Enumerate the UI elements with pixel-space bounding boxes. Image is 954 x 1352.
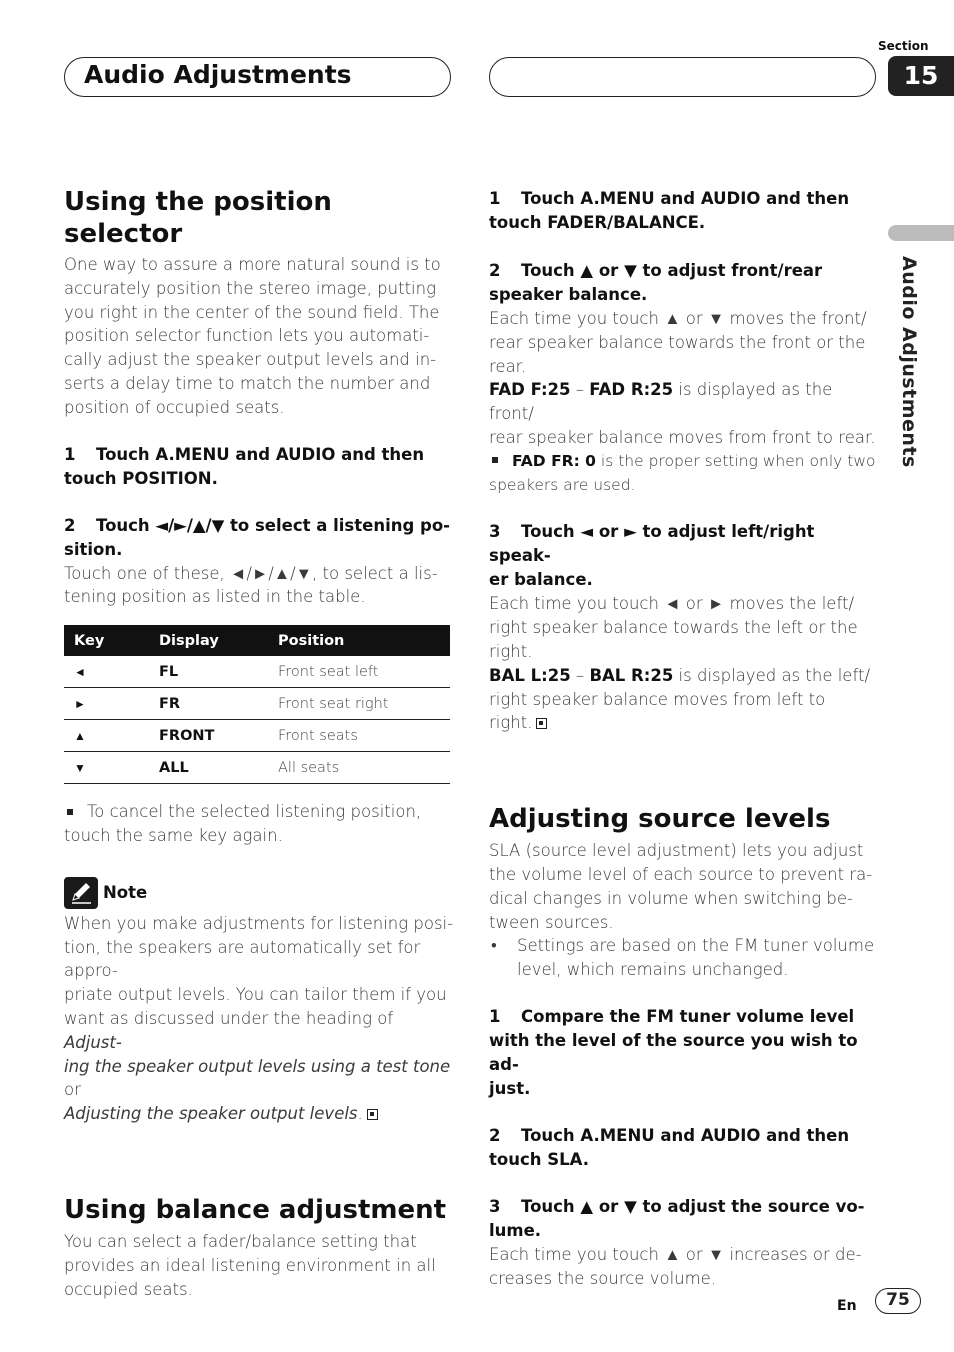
step-number: 2	[489, 261, 501, 280]
step-text: sition.	[64, 539, 123, 559]
step-text: speaker balance.	[489, 285, 648, 304]
step-front-rear	[489, 259, 881, 307]
body-line: tening position as listed in the table.	[64, 587, 366, 607]
step2-description	[64, 562, 454, 610]
position-selector-heading: Using the position selector	[64, 187, 332, 249]
body-text: is displayed as the front/	[489, 380, 833, 424]
right-column	[489, 187, 881, 1291]
body-line: tween sources.	[489, 912, 614, 932]
step-touch-position	[64, 443, 454, 491]
step-text: Touch ▲ or ▼ to adjust the source vo-	[521, 1196, 865, 1216]
intro-line: cally adjust the speaker output levels and in-	[64, 350, 437, 370]
pencil-note-icon	[64, 877, 98, 909]
body-text: –	[570, 380, 590, 400]
left-right-description	[489, 592, 881, 735]
step-text: Touch ◄/►/▲/▼ to select a listening po-	[96, 515, 451, 535]
display-cell: ALL	[159, 752, 278, 784]
bullet-dot: •	[491, 936, 497, 956]
table-row	[64, 656, 450, 688]
body-line: occupied seats.	[64, 1279, 193, 1299]
list-item	[489, 934, 881, 982]
source-levels-heading: Adjusting source levels	[489, 804, 831, 835]
step-text: touch SLA.	[489, 1149, 589, 1169]
note-reference: ing the speaker output levels using a test tone	[64, 1056, 451, 1076]
step-compare-volume	[489, 1005, 881, 1101]
note-line: When you make adjustments for listening posi-	[64, 913, 454, 933]
position-cell: All seats	[278, 752, 450, 784]
step-number: 1	[489, 1006, 501, 1026]
body-line: Each time you touch ◄ or ► moves the left/	[489, 594, 854, 614]
note-line: priate output levels. You can tailor them if you	[64, 985, 447, 1005]
step-text: Touch A.MENU and AUDIO and then	[96, 444, 425, 464]
step-number: 3	[489, 1196, 501, 1216]
step-number: 1	[64, 444, 76, 464]
step-left-right	[489, 520, 881, 592]
body-line: speakers are used.	[489, 475, 636, 494]
note-text: .	[357, 1104, 363, 1124]
header-title: Audio Adjustments	[84, 60, 352, 89]
display-cell: FR	[159, 688, 278, 720]
cancel-note	[64, 800, 454, 848]
col-header-key: Key	[64, 625, 159, 656]
note-reference: Adjust-	[64, 1032, 122, 1052]
table-row	[64, 752, 450, 784]
display-value: FAD F:25	[489, 380, 571, 400]
body-text: is displayed as the left/	[673, 665, 870, 685]
display-value: BAL R:25	[589, 665, 674, 685]
body-line: Each time you touch ▲ or ▼ moves the front/	[489, 309, 867, 328]
col-header-position: Position	[278, 625, 450, 656]
table-row	[64, 688, 450, 720]
display-cell: FRONT	[159, 720, 278, 752]
step-text: Touch A.MENU and AUDIO and then	[521, 189, 850, 208]
body-line: SLA (source level adjustment) lets you adjust	[489, 841, 864, 861]
step-touch-sla	[489, 1124, 881, 1172]
step-touch-fader-balance	[489, 187, 881, 235]
step-text: lume.	[489, 1220, 542, 1240]
step-text: Touch ▲ or ▼ to adjust front/rear	[521, 261, 823, 280]
intro-line: you right in the center of the sound field. The	[64, 302, 440, 322]
position-selector-intro	[64, 253, 454, 420]
key-left-arrow: ◄	[64, 656, 159, 688]
body-line: right speaker balance towards the left or the	[489, 618, 858, 638]
step-number: 3	[489, 522, 501, 542]
square-bullet-icon	[67, 809, 73, 815]
body-line: right speaker balance moves from left to	[489, 689, 826, 709]
body-line: rear.	[489, 356, 527, 376]
col-header-display: Display	[159, 625, 278, 656]
body-line: provides an ideal listening environment in all	[64, 1255, 436, 1275]
note-body	[64, 912, 454, 1126]
step-text: Touch A.MENU and AUDIO and then	[521, 1125, 850, 1145]
intro-line: accurately position the stereo image, putting	[64, 278, 436, 298]
key-up-arrow: ▲	[64, 720, 159, 752]
note-text: or	[64, 1080, 81, 1100]
position-cell: Front seat left	[278, 656, 450, 688]
body-text: right.	[489, 713, 533, 733]
body-line: rear speaker balance towards the front or the	[489, 332, 866, 352]
position-table	[64, 625, 450, 784]
body-line: touch the same key again.	[64, 825, 283, 845]
front-rear-description	[489, 307, 881, 497]
square-bullet-icon	[492, 457, 498, 463]
body-line: rear speaker balance moves from front to rear.	[489, 427, 876, 447]
intro-line: position selector function lets you automati-	[64, 326, 430, 346]
body-line: To cancel the selected listening position,	[87, 802, 422, 822]
intro-line: One way to assure a more natural sound is to	[64, 255, 441, 274]
step-select-listening-position	[64, 514, 454, 562]
end-of-section-icon	[367, 1109, 378, 1120]
end-of-section-icon	[536, 718, 547, 729]
note-line: tion, the speakers are automatically set for appro-	[64, 937, 421, 981]
section-label: Section	[878, 39, 929, 53]
body-line: Settings are based on the FM tuner volume	[517, 936, 875, 956]
step-number: 2	[64, 515, 76, 535]
key-down-arrow: ▼	[64, 752, 159, 784]
display-value: FAD FR: 0	[512, 451, 596, 470]
note-block	[64, 876, 454, 1126]
note-reference: Adjusting the speaker output levels	[64, 1104, 358, 1124]
footer-language: En	[837, 1298, 857, 1314]
balance-heading: Using balance adjustment	[64, 1194, 447, 1225]
step-text: touch FADER/BALANCE.	[489, 213, 706, 232]
left-column	[64, 186, 454, 1301]
position-cell: Front seat right	[278, 688, 450, 720]
step-text: Compare the FM tuner volume level	[521, 1006, 855, 1026]
source-volume-description	[489, 1243, 881, 1291]
side-tab-label: Audio Adjustments	[898, 256, 920, 468]
step-text: with the level of the source you wish to ad-	[489, 1030, 858, 1074]
body-text: –	[570, 665, 590, 685]
step-text: Touch ◄ or ► to adjust left/right speak-	[489, 522, 815, 566]
body-line: the volume level of each source to prevent ra-	[489, 864, 873, 884]
section-number: 15	[888, 56, 954, 96]
body-line: Each time you touch ▲ or ▼ increases or de-	[489, 1244, 862, 1264]
header-blank-frame	[489, 57, 876, 97]
step-text: touch POSITION.	[64, 468, 218, 488]
step-text: er balance.	[489, 570, 593, 590]
body-line: level, which remains unchanged.	[517, 960, 789, 980]
table-row	[64, 720, 450, 752]
balance-body	[64, 1230, 454, 1301]
body-line: dical changes in volume when switching be-	[489, 888, 853, 908]
side-tab-marker	[888, 225, 954, 241]
display-value: BAL L:25	[489, 665, 571, 685]
step-number: 2	[489, 1125, 501, 1145]
page-number: 75	[875, 1288, 921, 1314]
body-line: right.	[489, 641, 533, 661]
position-cell: Front seats	[278, 720, 450, 752]
body-line: You can select a fader/balance setting that	[64, 1231, 417, 1251]
display-value: FAD R:25	[589, 380, 674, 400]
step-adjust-source-volume	[489, 1195, 881, 1243]
key-right-arrow: ►	[64, 688, 159, 720]
display-cell: FL	[159, 656, 278, 688]
body-text: is the proper setting when only two	[595, 451, 876, 470]
step-text: just.	[489, 1078, 531, 1098]
note-text: want as discussed under the heading of	[64, 1008, 394, 1028]
step-number: 1	[489, 189, 501, 208]
intro-line: serts a delay time to match the number and	[64, 373, 431, 393]
table-header-row	[64, 625, 450, 656]
note-title: Note	[103, 883, 148, 903]
body-line: creases the source volume.	[489, 1268, 717, 1288]
source-levels-intro	[489, 839, 881, 982]
body-line: Touch one of these, ◄/►/▲/▼, to select a lis-	[64, 563, 438, 583]
intro-line: position of occupied seats.	[64, 397, 285, 417]
